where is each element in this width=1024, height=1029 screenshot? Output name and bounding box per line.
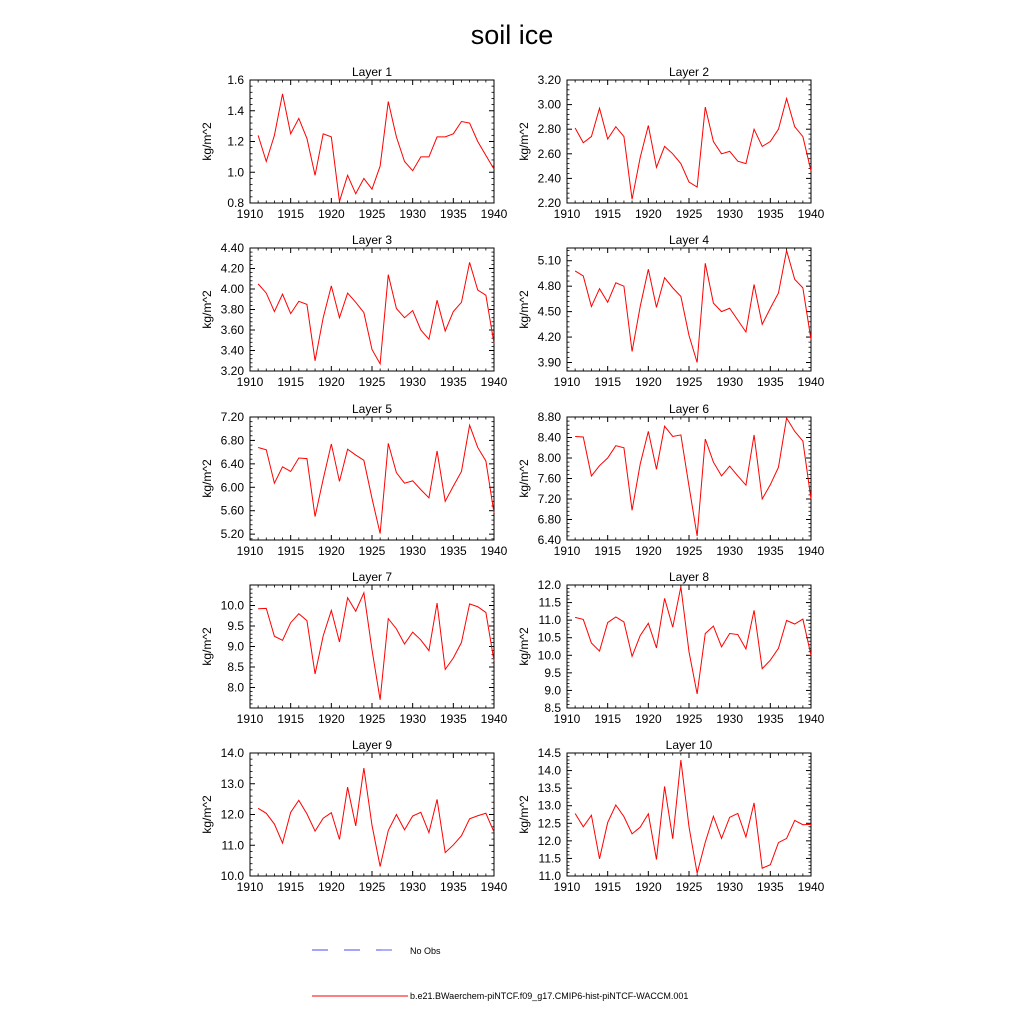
- y-tick-label: 4.80: [537, 279, 561, 294]
- y-tick-label: 11.5: [538, 595, 561, 610]
- y-tick-label: 3.80: [220, 302, 244, 317]
- y-tick-label: 13.5: [537, 781, 561, 796]
- panel-title: Layer 7: [351, 570, 393, 584]
- chart-panel-2: [517, 65, 825, 221]
- x-tick-label: 1915: [277, 880, 305, 894]
- x-tick-label: 1925: [358, 207, 386, 221]
- y-tick-label: 11.0: [538, 613, 561, 628]
- x-tick-label: 1940: [797, 712, 825, 726]
- y-tick-label: 1.4: [227, 103, 244, 118]
- panel-title: Layer 9: [351, 738, 393, 752]
- y-tick-label: 7.20: [220, 410, 244, 424]
- y-tick-label: 6.40: [220, 456, 244, 471]
- x-tick-label: 1930: [399, 375, 427, 389]
- x-tick-label: 1920: [634, 880, 662, 894]
- x-tick-label: 1910: [236, 712, 264, 726]
- panel-title: Layer 8: [668, 570, 710, 584]
- x-tick-label: 1940: [797, 544, 825, 558]
- y-tick-label: 8.5: [544, 701, 561, 715]
- y-tick-label: 4.20: [537, 330, 561, 345]
- y-tick-label: 9.5: [227, 619, 244, 633]
- y-tick-label: 5.10: [537, 253, 561, 268]
- y-axis-label: kg/m^2: [517, 122, 531, 161]
- x-tick-label: 1930: [716, 544, 744, 558]
- y-tick-label: 7.60: [537, 471, 561, 486]
- y-tick-label: 0.8: [227, 196, 244, 210]
- y-tick-label: 11.0: [538, 869, 561, 883]
- x-tick-label: 1920: [317, 207, 345, 221]
- y-tick-label: 2.40: [537, 171, 561, 186]
- x-tick-label: 1915: [594, 712, 622, 726]
- panel-title: Layer 6: [668, 402, 710, 416]
- x-tick-label: 1925: [358, 712, 386, 726]
- y-tick-label: 9.0: [544, 683, 561, 698]
- plot-frame: [567, 417, 811, 540]
- y-tick-label: 14.0: [537, 763, 561, 778]
- chart-panel-3: [200, 233, 508, 389]
- y-tick-label: 3.20: [537, 73, 561, 87]
- x-tick-label: 1935: [439, 712, 467, 726]
- y-tick-label: 8.40: [537, 430, 561, 445]
- x-tick-label: 1910: [553, 207, 581, 221]
- x-tick-label: 1915: [594, 880, 622, 894]
- x-tick-label: 1915: [594, 375, 622, 389]
- series-line: [575, 587, 811, 694]
- x-tick-label: 1940: [480, 544, 508, 558]
- x-tick-label: 1910: [553, 544, 581, 558]
- y-tick-label: 12.0: [537, 578, 561, 592]
- x-tick-label: 1925: [675, 207, 703, 221]
- x-tick-label: 1920: [634, 544, 662, 558]
- x-tick-label: 1910: [236, 375, 264, 389]
- y-tick-label: 4.20: [220, 261, 244, 276]
- y-tick-label: 12.5: [537, 816, 561, 831]
- x-tick-label: 1940: [480, 375, 508, 389]
- x-tick-label: 1920: [317, 375, 345, 389]
- series-line: [258, 262, 494, 363]
- x-tick-label: 1940: [797, 207, 825, 221]
- x-tick-label: 1940: [480, 712, 508, 726]
- y-tick-label: 8.5: [227, 660, 244, 674]
- chart-panel-7: [200, 570, 508, 726]
- panels: [200, 65, 825, 894]
- y-tick-label: 9.0: [227, 639, 244, 654]
- x-tick-label: 1935: [756, 375, 784, 389]
- y-tick-label: 6.00: [220, 480, 244, 495]
- series-line: [258, 425, 494, 533]
- x-tick-label: 1930: [716, 880, 744, 894]
- x-tick-label: 1910: [553, 880, 581, 894]
- x-tick-label: 1920: [317, 712, 345, 726]
- y-tick-label: 8.80: [537, 410, 561, 424]
- x-tick-label: 1915: [277, 375, 305, 389]
- y-tick-label: 6.80: [537, 512, 561, 527]
- y-tick-label: 3.40: [220, 343, 244, 358]
- y-axis-label: kg/m^2: [200, 290, 214, 329]
- panel-title: Layer 4: [668, 233, 710, 247]
- y-tick-label: 10.0: [220, 598, 244, 613]
- x-tick-label: 1925: [675, 712, 703, 726]
- figure-title: soil ice: [470, 20, 554, 50]
- x-tick-label: 1940: [797, 375, 825, 389]
- plot-frame: [567, 753, 811, 876]
- series-line: [258, 94, 494, 202]
- y-axis-label: kg/m^2: [517, 627, 531, 666]
- x-tick-label: 1915: [594, 207, 622, 221]
- x-tick-label: 1935: [439, 544, 467, 558]
- y-tick-label: 2.80: [537, 122, 561, 137]
- series-line: [258, 593, 494, 700]
- x-tick-label: 1910: [236, 880, 264, 894]
- x-tick-label: 1925: [358, 375, 386, 389]
- series-line: [575, 418, 811, 536]
- y-tick-label: 11.0: [221, 838, 244, 853]
- y-tick-label: 10.5: [537, 630, 561, 645]
- chart-panel-8: [517, 570, 825, 726]
- x-tick-label: 1920: [634, 207, 662, 221]
- plot-frame: [567, 248, 811, 371]
- x-tick-label: 1920: [317, 880, 345, 894]
- series-line: [575, 251, 811, 363]
- x-tick-label: 1935: [439, 880, 467, 894]
- y-axis-label: kg/m^2: [200, 627, 214, 666]
- panel-title: Layer 1: [351, 65, 393, 79]
- x-tick-label: 1925: [358, 880, 386, 894]
- y-tick-label: 3.90: [537, 355, 561, 370]
- y-tick-label: 6.40: [537, 533, 561, 547]
- x-tick-label: 1930: [399, 712, 427, 726]
- legend-no-obs-label: No Obs: [410, 946, 441, 956]
- x-tick-label: 1910: [553, 375, 581, 389]
- y-tick-label: 5.60: [220, 503, 244, 518]
- y-tick-label: 2.20: [537, 196, 561, 210]
- plot-frame: [567, 80, 811, 203]
- plot-frame: [250, 753, 494, 876]
- plot-frame: [250, 80, 494, 203]
- panel-title: Layer 3: [351, 233, 393, 247]
- x-tick-label: 1915: [594, 544, 622, 558]
- y-tick-label: 7.20: [537, 492, 561, 506]
- y-tick-label: 10.0: [537, 648, 561, 663]
- x-tick-label: 1925: [675, 375, 703, 389]
- x-tick-label: 1925: [675, 544, 703, 558]
- x-tick-label: 1935: [756, 544, 784, 558]
- y-tick-label: 12.0: [220, 807, 244, 822]
- x-tick-label: 1930: [716, 207, 744, 221]
- x-tick-label: 1920: [634, 375, 662, 389]
- plot-frame: [250, 248, 494, 371]
- x-tick-label: 1910: [553, 712, 581, 726]
- x-tick-label: 1920: [634, 712, 662, 726]
- chart-panel-1: [200, 65, 508, 221]
- y-axis-label: kg/m^2: [517, 795, 531, 834]
- y-tick-label: 11.5: [538, 851, 561, 866]
- y-tick-label: 4.50: [537, 304, 561, 319]
- x-tick-label: 1935: [756, 880, 784, 894]
- y-axis-label: kg/m^2: [517, 459, 531, 498]
- panel-title: Layer 10: [665, 738, 713, 752]
- y-tick-label: 8.0: [227, 680, 244, 695]
- y-tick-label: 13.0: [220, 776, 244, 791]
- x-tick-label: 1930: [399, 207, 427, 221]
- y-tick-label: 12.0: [537, 833, 561, 848]
- x-tick-label: 1910: [236, 544, 264, 558]
- x-tick-label: 1930: [716, 375, 744, 389]
- y-tick-label: 3.60: [220, 323, 244, 337]
- x-tick-label: 1940: [480, 880, 508, 894]
- x-tick-label: 1930: [399, 544, 427, 558]
- y-tick-label: 4.00: [220, 282, 244, 296]
- y-axis-label: kg/m^2: [200, 459, 214, 498]
- chart-panel-9: [200, 738, 508, 894]
- x-tick-label: 1910: [236, 207, 264, 221]
- x-tick-label: 1940: [480, 207, 508, 221]
- x-tick-label: 1935: [756, 712, 784, 726]
- y-tick-label: 3.20: [220, 364, 244, 378]
- x-tick-label: 1915: [277, 712, 305, 726]
- chart-panel-5: [200, 402, 508, 558]
- y-axis-label: kg/m^2: [200, 122, 214, 161]
- y-axis-label: kg/m^2: [517, 290, 531, 329]
- y-tick-label: 5.20: [220, 527, 244, 542]
- y-tick-label: 13.0: [537, 798, 561, 813]
- series-line: [575, 760, 811, 873]
- legend-series-label: b.e21.BWaerchem-piNTCF.f09_g17.CMIP6-hist-piNTCF-WACCM.001: [410, 991, 689, 1001]
- x-tick-label: 1925: [358, 544, 386, 558]
- series-line: [258, 768, 494, 866]
- plot-frame: [567, 585, 811, 708]
- y-tick-label: 6.80: [220, 433, 244, 448]
- panel-title: Layer 2: [668, 65, 710, 79]
- y-axis-label: kg/m^2: [200, 795, 214, 834]
- y-tick-label: 1.6: [227, 73, 244, 87]
- y-tick-label: 1.0: [227, 165, 244, 180]
- chart-panel-10: [517, 738, 825, 894]
- x-tick-label: 1930: [399, 880, 427, 894]
- y-tick-label: 4.40: [220, 241, 244, 255]
- y-tick-label: 3.00: [537, 97, 561, 112]
- chart-panel-6: [517, 402, 825, 558]
- x-tick-label: 1935: [439, 207, 467, 221]
- x-tick-label: 1915: [277, 544, 305, 558]
- y-tick-label: 14.0: [220, 746, 244, 760]
- y-tick-label: 2.60: [537, 146, 561, 161]
- x-tick-label: 1915: [277, 207, 305, 221]
- y-tick-label: 1.2: [227, 134, 244, 149]
- x-tick-label: 1920: [317, 544, 345, 558]
- x-tick-label: 1930: [716, 712, 744, 726]
- panel-title: Layer 5: [351, 402, 393, 416]
- y-tick-label: 10.0: [220, 869, 244, 883]
- y-tick-label: 9.5: [544, 665, 561, 680]
- legend: [312, 946, 688, 1001]
- chart-panel-4: [517, 233, 825, 389]
- x-tick-label: 1935: [756, 207, 784, 221]
- x-tick-label: 1940: [797, 880, 825, 894]
- x-tick-label: 1935: [439, 375, 467, 389]
- series-line: [575, 98, 811, 199]
- y-tick-label: 8.00: [537, 451, 561, 465]
- x-tick-label: 1925: [675, 880, 703, 894]
- y-tick-label: 14.5: [537, 746, 561, 760]
